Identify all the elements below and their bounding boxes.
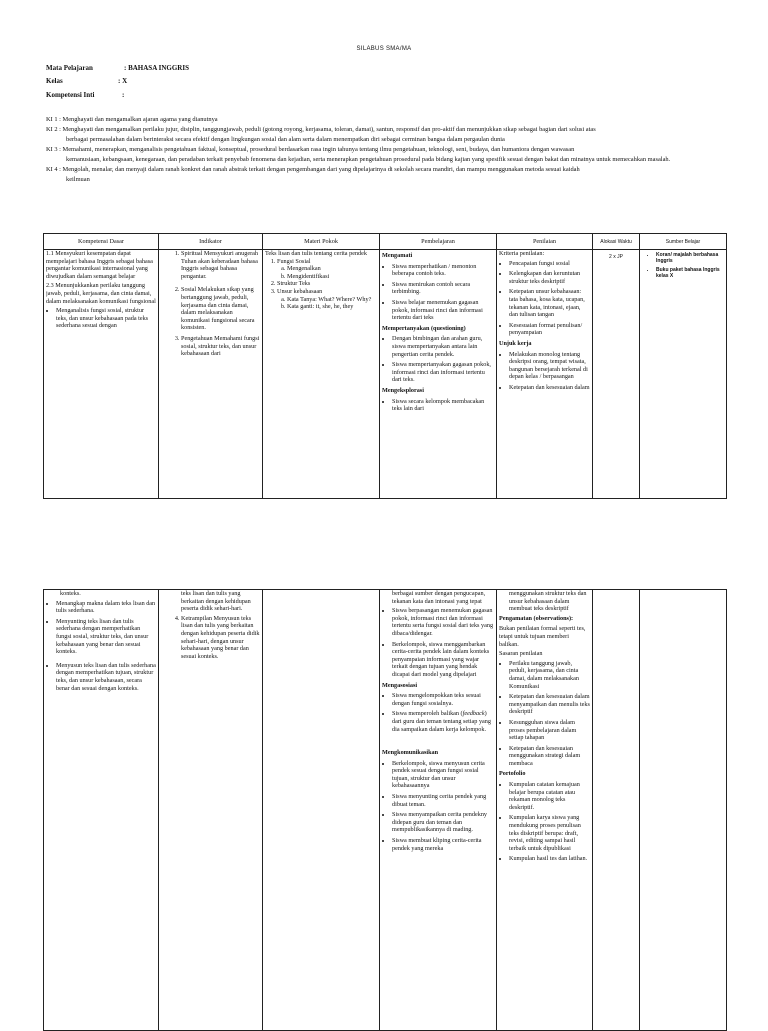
- sumber-cell: [642, 590, 724, 1030]
- pen-heading: Portofolio: [499, 770, 526, 778]
- pemb-text: ) dari guru dan teman tentang setiap yang dia sampaikan dalam kerja kelompok.: [392, 710, 491, 733]
- header-pembelajaran: Pembelajaran: [380, 234, 497, 250]
- pen-item: • Kumpulan hasil tes dan latihan.: [509, 855, 590, 863]
- pen-heading: Unjuk kerja: [499, 339, 532, 347]
- pemb-heading: Mengeksplorasi: [382, 386, 424, 394]
- pembelajaran-cell: [382, 250, 494, 494]
- ki-4: KI 4 : Mengolah, menalar, dan menyaji dalam ranah konkret dan ranah abstrak terkait dengan pengembangan dari yang dipelajarinya di sekolah secara mandiri, dan mampu menggunakan metoda sesuai kaidah: [46, 166, 580, 173]
- pen-item: • Ketepatan dan kesesuaian dalam: [509, 384, 590, 392]
- pen-item: • Pencapaian fungsi sosial: [509, 260, 590, 268]
- ki-1: KI 1 : Menghayati dan mengamalkan ajaran agama yang dianutnya: [46, 116, 218, 123]
- kd-item: • Menyusun teks lisan dan tulis sederhana dengan memperhatikan tujuan, struktur teks, dan unsur kebahasaan, secara benar dan sesuai dengan konteks.: [56, 662, 156, 692]
- meta-ki: [46, 91, 125, 99]
- kd-1-1: 1.1 Mensyukuri kesempatan dapat mempelajari bahasa Inggris sebagai bahasa pengantar komunikasi internasional yang diwujudkan dalam semangat belajar: [46, 250, 153, 280]
- sumber-cell: [642, 250, 724, 496]
- pemb-heading: Mengasosiasi: [382, 681, 418, 689]
- pemb-item: • Siswa mengelompokkan teks sesuai dengan fungsi sosialnya.: [392, 692, 494, 707]
- pemb-cont: berbagai sumber dengan pengucapan, tekanan kata dan intonasi yang tepat: [392, 590, 486, 605]
- header-sumber: Sumber Belajar: [640, 234, 727, 250]
- indikator-cell: [161, 590, 260, 1030]
- ind-pengetahuan: 3. Pengetahuan Memahami fungsi sosial, struktur teks, dan unsur kebahasaan dari: [181, 335, 260, 358]
- materi-1a: a. Mengenalkan: [287, 265, 377, 273]
- header-materi: Materi Pokok: [263, 234, 380, 250]
- ki-2-cont: berbagai permasalahan dalam berinteraksi secara efektif dengan lingkungan sosial dan alam serta dalam menempatkan diri sebagai cerminan bangsa dalam pergaulan dunia: [66, 136, 505, 143]
- pen-item: • Ketepatan dan kesesuaian dalam menyampaikan dan menulis teks deskriptif: [509, 693, 590, 716]
- pen-item: • Kesungguhan siswa dalam proses pembelajaran dalam setiap tahapan: [509, 719, 590, 742]
- ki-3-cont: kemanusiaan, kebangsaan, kenegaraan, dan peradaban terkait penyebab fenomena dan kejadian, serta menerapkan pengetahuan prosedural pada bidang kajian yang spesifik sesuai dengan bakat dan minatnya untuk memecahkan masalah.: [66, 156, 671, 163]
- table-row: [44, 590, 727, 1031]
- ki-2: KI 2 : Menghayati dan mengamalkan perilaku jujur, disiplin, tanggungjawab, peduli (gotong royong, kerjasama, toleran, damai), santun, responsif dan pro-aktif dan menunjukkan sikap sebagai bagian dari solusi atas: [46, 126, 596, 133]
- subject-value: : BAHASA INGGRIS: [124, 64, 189, 72]
- pen-item: • Melakukan monolog tentang deskripsi orang, tempat wisata, bangunan bersejarah terkenal di depan kelas / berpasangan: [509, 351, 590, 381]
- pen-item: • Ketepatan unsur kebahasaan: tata bahasa, kosa kata, ucapan, tekanan kata, intonasi, ejaan, dan tulisan tangan: [509, 288, 590, 318]
- pemb-item: • Siswa memperhatikan / menonton beberapa contoh teks.: [392, 263, 494, 278]
- kd-item: • Menangkap makna dalam teks lisan dan tulis sederhana.: [56, 600, 156, 615]
- pen-item: • Perilaku tanggung jawab, peduli, kerjasama, dan cinta damai, dalam melaksanakan Komunikasi: [509, 660, 590, 690]
- header-penilaian: Penilaian: [497, 234, 593, 250]
- pemb-item: • Dengan bimbingan dan arahan guru, siswa mempertanyakan antara lain pengertian cerita pendek.: [392, 335, 494, 358]
- materi-fungsi: Fungsi Sosial: [277, 257, 311, 265]
- pemb-heading: Mengamati: [382, 252, 413, 259]
- alokasi-cell: 2 x JP: [609, 254, 623, 260]
- indikator-cell: [161, 250, 260, 494]
- pemb-item: • Siswa menyampaikan cerita pendekny didepan guru dan teman dan mempublikasikannya di mading.: [392, 811, 494, 834]
- ki-label: Kompetensi Inti: [46, 91, 95, 99]
- header-indikator: Indikator: [159, 234, 263, 250]
- pemb-item: • Siswa mempertanyakan gagasan pokok, informasi rinci dan informasi tertentu dari teks.: [392, 361, 494, 384]
- kd-cont: konteks.: [60, 590, 81, 597]
- pen-item: • Ketepatan dan kesesuaian menggunakan strategi dalam membaca: [509, 745, 590, 768]
- pemb-item: • Siswa menirukan contoh secara terbimbing.: [392, 281, 494, 296]
- pemb-heading: Mengkomunikasikan: [382, 749, 439, 757]
- materi-3b: b. Kata ganti: it, she, he, they: [287, 303, 377, 311]
- ki-list: [46, 115, 726, 185]
- sumber-item: • Buku paket bahasa Inggris kelas X: [656, 267, 724, 279]
- pemb-item: [392, 710, 494, 733]
- materi-intro: Teks lisan dan tulis tentang cerita pendek: [265, 250, 367, 257]
- materi-struktur: 2. Struktur Teks: [277, 280, 377, 288]
- table-row: [44, 250, 727, 499]
- pemb-item: • Siswa membuat kliping cerita-cerita pendek yang mereka: [392, 837, 494, 852]
- materi-cell: [265, 590, 377, 1030]
- pemb-text: Siswa memperoleh balikan (: [392, 710, 463, 718]
- materi-unsur: Unsur kebahasaan: [277, 287, 323, 295]
- meta-class: [46, 77, 128, 85]
- pen-item: • Kumpulan catatan kemajuan belajar berupa catatan atau rekaman monolog teks deskriptif.: [509, 781, 590, 811]
- table-header-row: [44, 234, 727, 250]
- pen-item: • Kesesuaian format penulisan/ penyampaian: [509, 322, 590, 337]
- ind-cont: teks lisan dan tulis yang berkaitan dengan kehidupan peserta didik sehari-hari.: [181, 590, 251, 613]
- meta-subject: [46, 64, 189, 72]
- pembelajaran-cell: [382, 590, 494, 1030]
- header-alokasi: Alokasi Waktu: [593, 234, 640, 250]
- sumber-item: • Koran/ majalah berbahasa Inggris: [656, 252, 724, 264]
- pemb-item: • Berkelompok, siswa menyusun cerita pendek sesuai dengan fungsi sosial tujuan, struktur dan unsur kebahasaannya: [392, 760, 494, 790]
- pen-item: • Kumpulan karya siswa yang mendukung proses penulisan teks diskriptif berupa: draft, revisi, editing sampai hasil terbaik untuk dipublikasi: [509, 814, 590, 852]
- pemb-heading: Mempertanyakan (questioning): [382, 324, 466, 332]
- materi-cell: [265, 250, 377, 494]
- ind-sosial: 2. Sosial Melakukan sikap yang bertanggung jawab, peduli, kerjasama dan cinta damai, dalam melaksanakan komunikasi fungsional secara konsisten.: [181, 286, 260, 332]
- kd-cell: [46, 250, 156, 494]
- syllabus-table-1: [43, 233, 727, 499]
- pemb-italic: feedback: [462, 710, 485, 718]
- pemb-item: • Siswa secara kelompok membacakan teks lain dari: [392, 398, 494, 413]
- pen-sasaran: Sasaran penilaian: [499, 650, 543, 658]
- subject-label: Mata Pelajaran: [46, 64, 93, 72]
- class-value: : X: [118, 77, 128, 85]
- page-title: SILABUS SMA/MA: [356, 46, 412, 52]
- kd-item: • Menyunting teks lisan dan tulis sederhana dengan memperhatikan fungsi sosial, struktur teks, dan unsur kebahasaan yang benar dan sesuai konteks.: [56, 618, 156, 656]
- kd-item: • Menganalisis fungsi sosial, struktur teks, dan unsur kebahasaan pada teks sederhana sesuai dengan: [56, 307, 156, 330]
- ind-spiritual: 1. Spiritual Mensyukuri anugerah Tuhan akan keberadaan bahasa Inggris sebagai bahasa pengantar.: [181, 250, 260, 280]
- ki-value: :: [122, 91, 125, 99]
- materi-1b: b. Mengidentifikasi: [287, 273, 377, 281]
- pen-cont: menggunakan struktur teks dan unsur kebahasaan dalam membuat teks deskriptif: [509, 590, 587, 613]
- ki-3: KI 3 : Memahami, menerapkan, menganalisis pengetahuan faktual, konseptual, prosedural berdasarkan rasa ingin tahunya tentang ilmu pengetahuan, teknologi, seni, budaya, dan humaniora dengan wawasan: [46, 146, 575, 153]
- syllabus-table-2: [43, 589, 727, 1031]
- kd-2-3: 2.3 Menunjukkankan perilaku tanggung jawab, peduli, kerjasama, dan cinta damai, dalam melaksanakan komunikasi fungsional: [46, 282, 156, 305]
- penilaian-cell: [499, 590, 590, 1030]
- pemb-item: • Berkelompok, siswa menggambarkan cerita-cerita pendek lain dalam konteks penyampaian informasi yang wajar terkait dengan tujuan yang hendak dicapai dari model yang dipelajari: [392, 641, 494, 679]
- pemb-item: • Siswa menyunting cerita pendek yang dibuat teman.: [392, 793, 494, 808]
- ki-4-cont: keilmuan: [66, 176, 90, 183]
- penilaian-cell: [499, 250, 590, 494]
- class-label: Kelas: [46, 77, 63, 85]
- header-kd: Kompetensi Dasar: [44, 234, 159, 250]
- pen-obs: Bukan penilaian formal seperti tes, tetapi untuk tujuan memberi balikan.: [499, 625, 586, 648]
- pen-heading: Pengamatan (observations):: [499, 614, 574, 622]
- pen-intro: Kriteria penilaian:: [499, 250, 545, 257]
- alokasi-cell: [595, 590, 637, 1030]
- materi-3a: a. Kata Tanya: What? Where? Why?: [287, 296, 377, 304]
- pen-item: • Kelengkapan dan keruntutan struktur teks deskriptif: [509, 270, 590, 285]
- kd-cell: [46, 590, 156, 1030]
- ind-keterampilan: 4. Ketrampilan Menyusun teks lisan dan tulis yang berkaitan dengan kehidupan peserta didik sehari-hari, dengan unsur kebahasaan yang benar dan sesuai konteks.: [181, 615, 260, 661]
- pemb-item: • Siswa belajar menemukan gagasan pokok, informasi rinci dan informasi tertentu dari teks: [392, 299, 494, 322]
- pemb-item: • Siswa berpasangan menemukan gagasan pokok, informasi rinci dan informasi tertentu serta fungsi sosial dari teks yang dibaca/didengar.: [392, 607, 494, 637]
